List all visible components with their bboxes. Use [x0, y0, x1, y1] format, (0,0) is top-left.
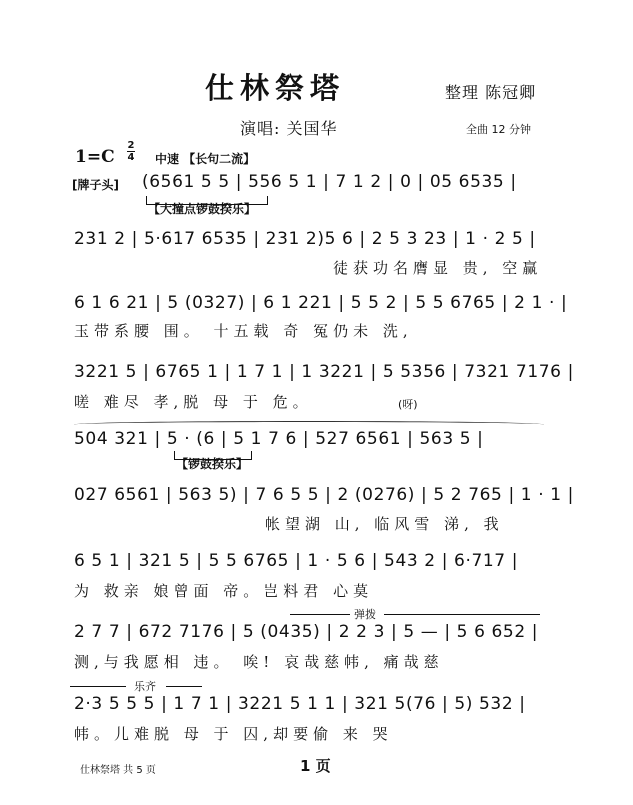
notation-line-3: 6 1 6 21 | 5 (0327) | 6 1 221 | 5 5 2 | 5 5 6765 | 2 1 · | — [74, 293, 568, 313]
notation-line-4: 3221 5 | 6765 1 | 1 7 1 | 1 3221 | 5 5356 | 7321 7176 | — [74, 362, 574, 382]
time-signature — [127, 140, 135, 163]
lyric-ya: (呀) — [398, 398, 418, 411]
lyric-line-9: 帏。儿难脱 母 于 囚,却要偷 来 哭 — [74, 725, 393, 743]
notation-line-9: 2·3 5 5 5 | 1 7 1 | 3221 5 1 1 | 321 5(76 | 5) 532 | — [74, 694, 526, 714]
slur-line-5 — [74, 421, 544, 428]
page-title: 仕林祭塔 — [205, 71, 346, 105]
time-signature-bottom: 4 — [127, 152, 135, 163]
tempo-marking: 中速 【长句二流】 — [155, 152, 256, 166]
tag-paizitou: [牌子头] — [72, 178, 119, 192]
tag-bracket-1 — [146, 196, 268, 205]
notation-line-2: 231 2 | 5·617 6535 | 231 2)5 6 | 2 5 3 23 | 1 · 2 5 | — [74, 229, 536, 249]
lyric-line-8: 测,与我愿相 违。 唉! 哀哉慈帏, 痛哉慈 — [74, 653, 444, 671]
lyric-line-2: 徒获功名膺显 贵, 空赢 — [333, 259, 543, 277]
tag-dazhuang: 【大撞点锣鼓揆乐】 — [148, 202, 257, 216]
lyric-line-4: 嗟 难尽 孝,脱 母 于 危。 — [74, 393, 313, 411]
notation-line-1: (6561 5 5 | 556 5 1 | 7 1 2 | 0 | 05 6535 | — [142, 172, 517, 192]
yueqi-line-left — [70, 686, 126, 687]
notation-line-6: 027 6561 | 563 5) | 7 6 5 5 | 2 (0276) | 5 2 765 | 1 · 1 | — [74, 485, 574, 505]
lyric-line-6: 帐望湖 山, 临风雪 涕, 我 — [265, 515, 504, 533]
tanbo-line-left — [290, 614, 350, 615]
lyric-line-3: 玉带系腰 围。 十五载 奇 冤仍未 洗, — [74, 322, 413, 340]
tag-bracket-2 — [174, 451, 252, 460]
page-number: 1 页 — [300, 757, 331, 775]
tag-yueqi: 乐齐 — [134, 680, 156, 693]
singer-credit: 演唱: 关国华 — [240, 119, 338, 138]
lyric-line-7: 为 救亲 娘曾面 帝。岂料君 心莫 — [74, 582, 374, 600]
key-signature: 1=C — [75, 147, 115, 167]
tag-luogu: 【锣鼓揆乐】 — [176, 457, 249, 471]
notation-line-5: 504 321 | 5 · (6 | 5 1 7 6 | 527 6561 | 563 5 | — [74, 429, 484, 449]
notation-line-8: 2 7 7 | 672 7176 | 5 (0435) | 2 2 3 | 5 — | 5 6 652 | — [74, 622, 539, 642]
duration-note: 全曲 12 分钟 — [466, 123, 531, 136]
footer-title: 仕林祭塔 共 5 页 — [80, 765, 156, 776]
tag-tanbo: 弹拨 — [354, 608, 376, 621]
arranger-credit: 整理 陈冠卿 — [445, 83, 537, 102]
notation-line-7: 6 5 1 | 321 5 | 5 5 6765 | 1 · 5 6 | 543 2 | 6·717 | — [74, 551, 519, 571]
yueqi-line-right — [166, 686, 202, 687]
tanbo-line-right — [384, 614, 540, 615]
time-signature-top: 2 — [127, 140, 135, 151]
